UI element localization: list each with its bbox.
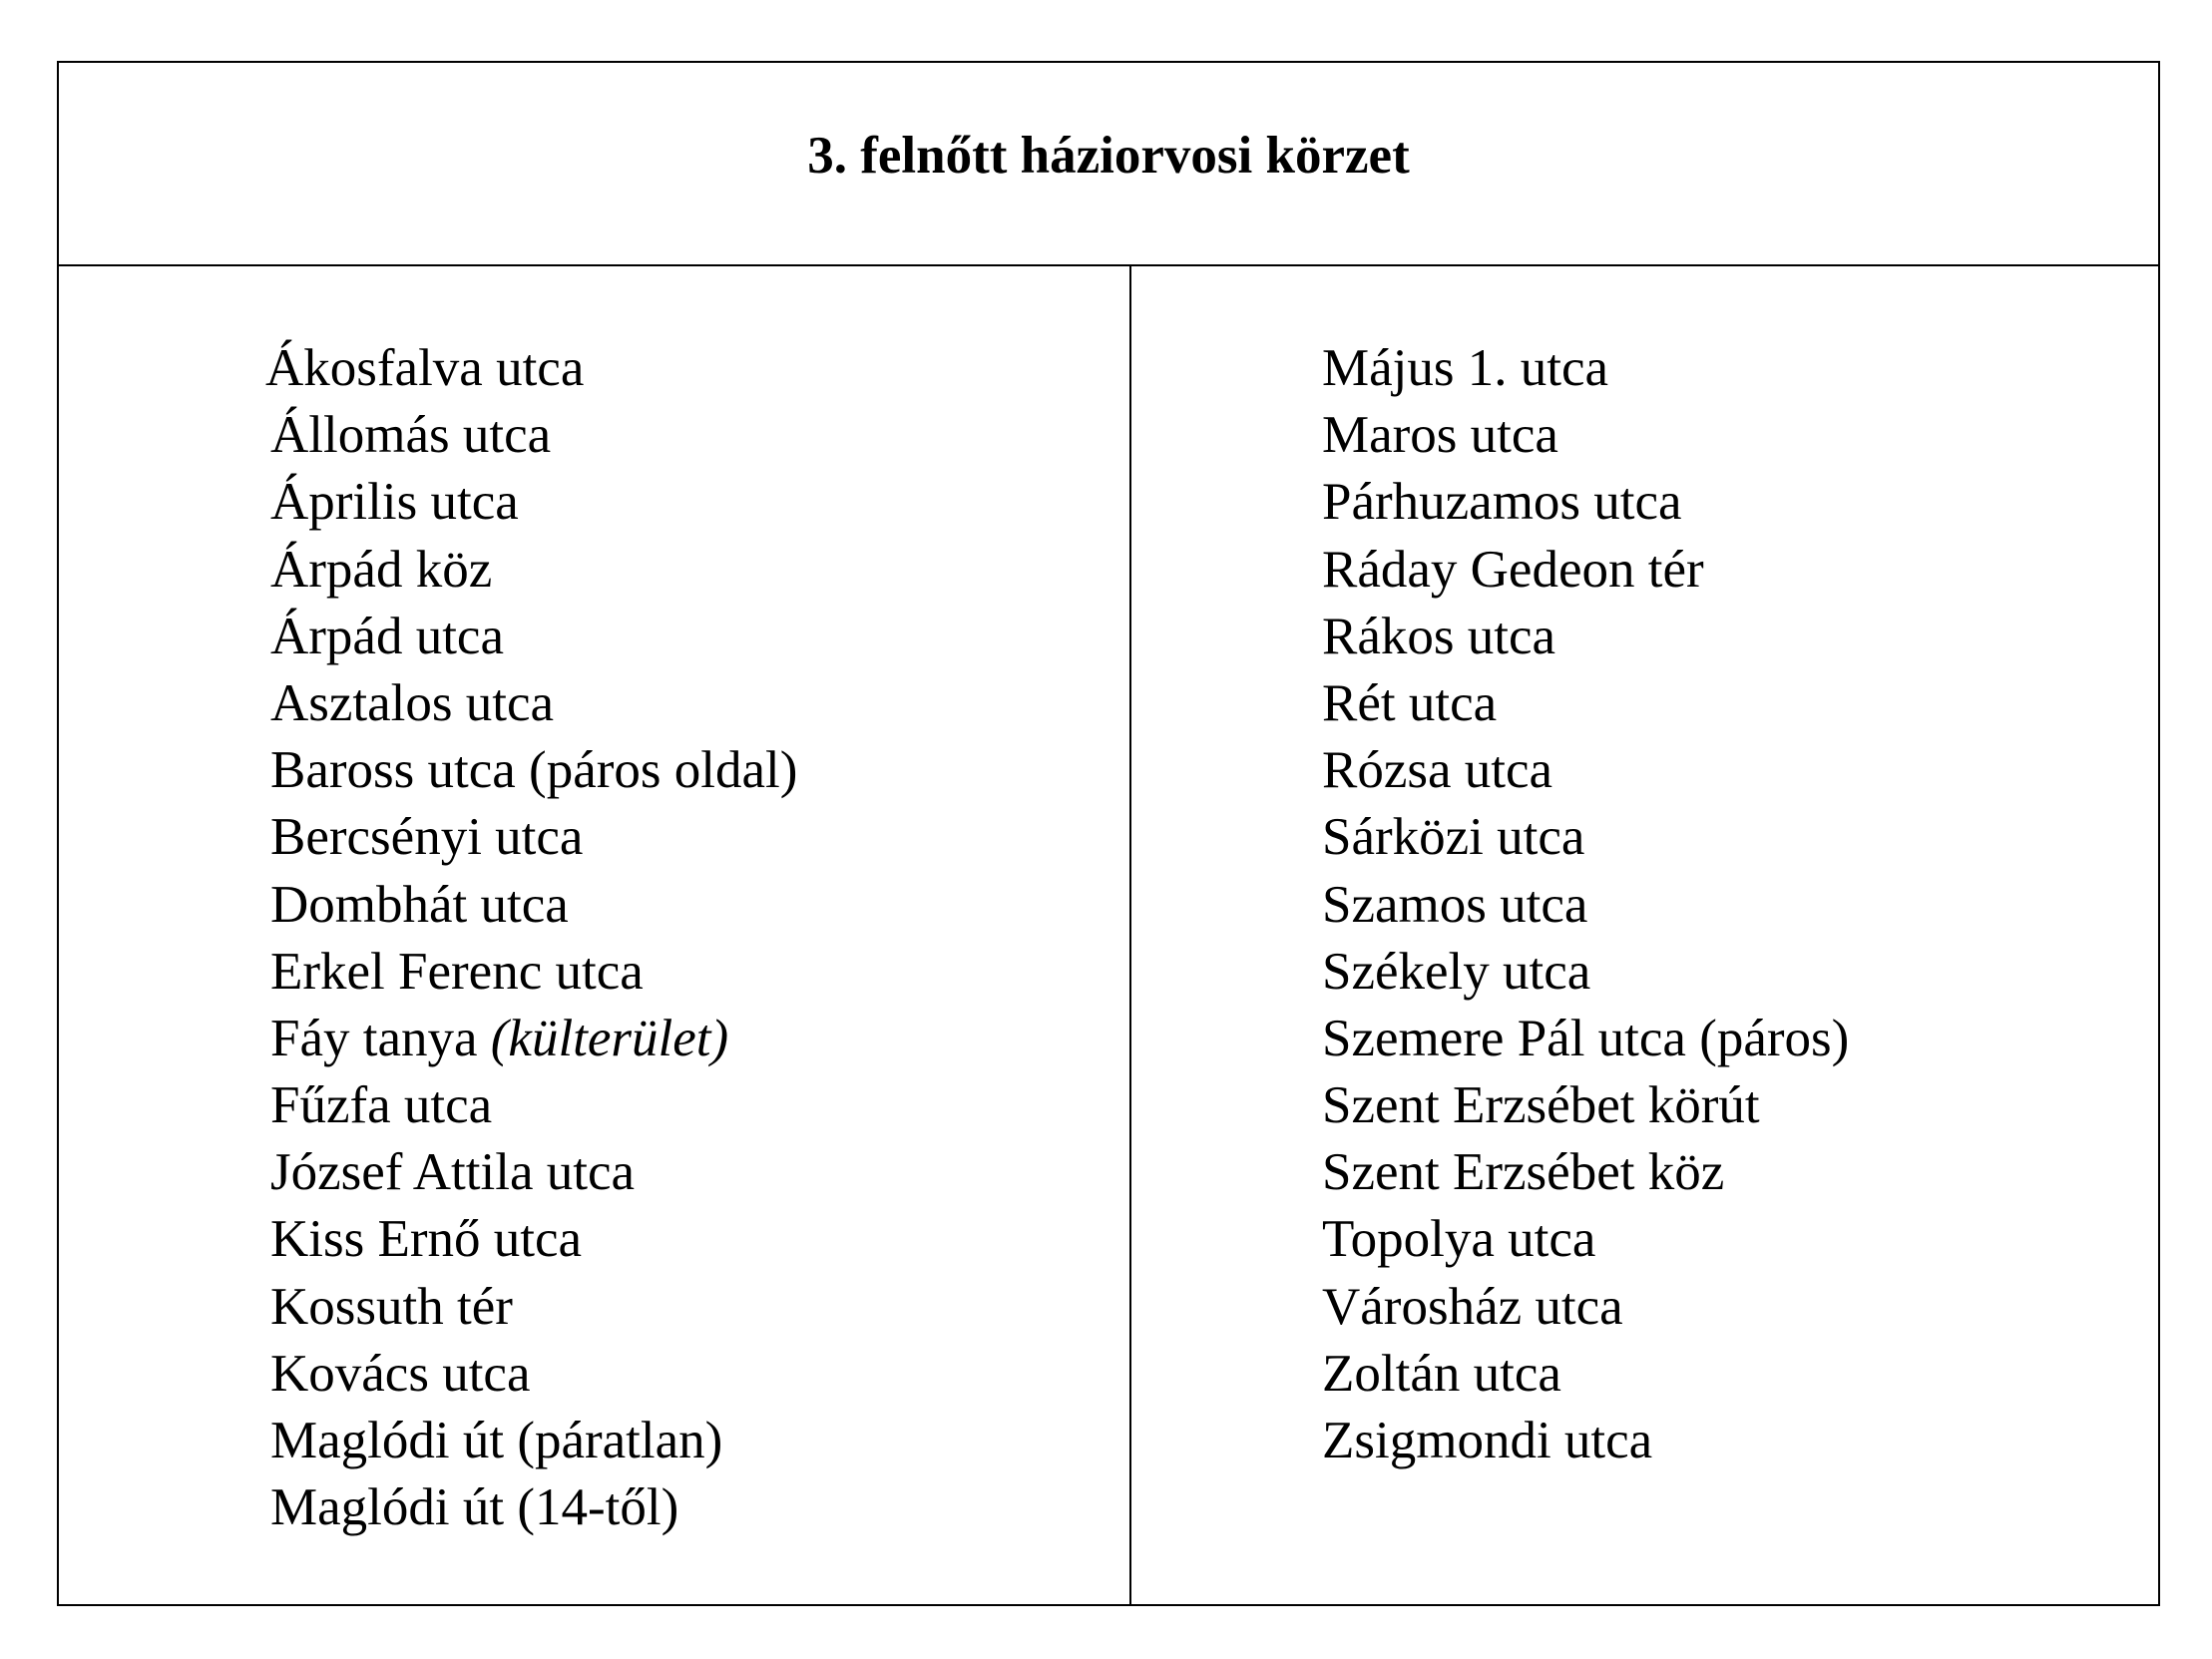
column-divider [1129,264,1131,1604]
street-item: Kovács utca [270,1344,531,1403]
street-item: Kiss Ernő utca [270,1210,583,1269]
street-item: Szamos utca [1322,875,1588,934]
street-list-right [1322,335,1849,1474]
street-item: Szemere Pál utca (páros) [1322,1009,1850,1067]
street-item: Fűzfa utca [270,1076,493,1135]
street-item: Ráday Gedeon tér [1322,540,1704,599]
street-item: Rákos utca [1322,607,1556,665]
street-item: Párhuzamos utca [1322,473,1682,532]
street-note: (külterület) [490,1009,729,1067]
street-item: Zsigmondi utca [1322,1412,1653,1469]
district-table [57,61,2160,1606]
street-item: Árpád köz [270,540,493,599]
street-name: Fáy tanya [270,1009,478,1067]
street-item: Rózsa utca [1322,741,1553,800]
street-item: Sárközi utca [1322,808,1585,867]
street-item: Árpád utca [270,607,504,665]
street-item: Május 1. utca [1322,339,1609,397]
table-header [59,63,2158,266]
street-item: Maros utca [1322,406,1558,465]
street-item: Asztalos utca [270,673,555,732]
street-item: Dombhát utca [270,875,569,934]
street-item: Szent Erzsébet köz [1322,1143,1725,1202]
street-item-fay-tanya [270,1006,797,1072]
street-item: Zoltán utca [1322,1344,1561,1403]
street-list-left [265,335,798,1541]
street-item: Maglódi út (14-től) [270,1478,679,1537]
street-item: József Attila utca [270,1143,635,1202]
street-item: Április utca [270,473,519,532]
street-item: Kossuth tér [270,1277,513,1336]
street-item: Topolya utca [1322,1210,1596,1269]
street-item: Szent Erzsébet körút [1322,1076,1760,1135]
street-item: Ákosfalva utca [265,339,585,397]
street-item: Állomás utca [270,406,552,465]
street-item: Bercsényi utca [270,808,584,867]
street-item: Baross utca (páros oldal) [270,741,798,800]
page-title: 3. felnőtt háziorvosi körzet [807,126,1410,185]
street-item: Maglódi út (páratlan) [270,1412,723,1469]
street-item: Rét utca [1322,673,1498,732]
street-item: Erkel Ferenc utca [270,942,644,1001]
street-item: Székely utca [1322,942,1591,1001]
street-item: Városház utca [1322,1277,1623,1336]
